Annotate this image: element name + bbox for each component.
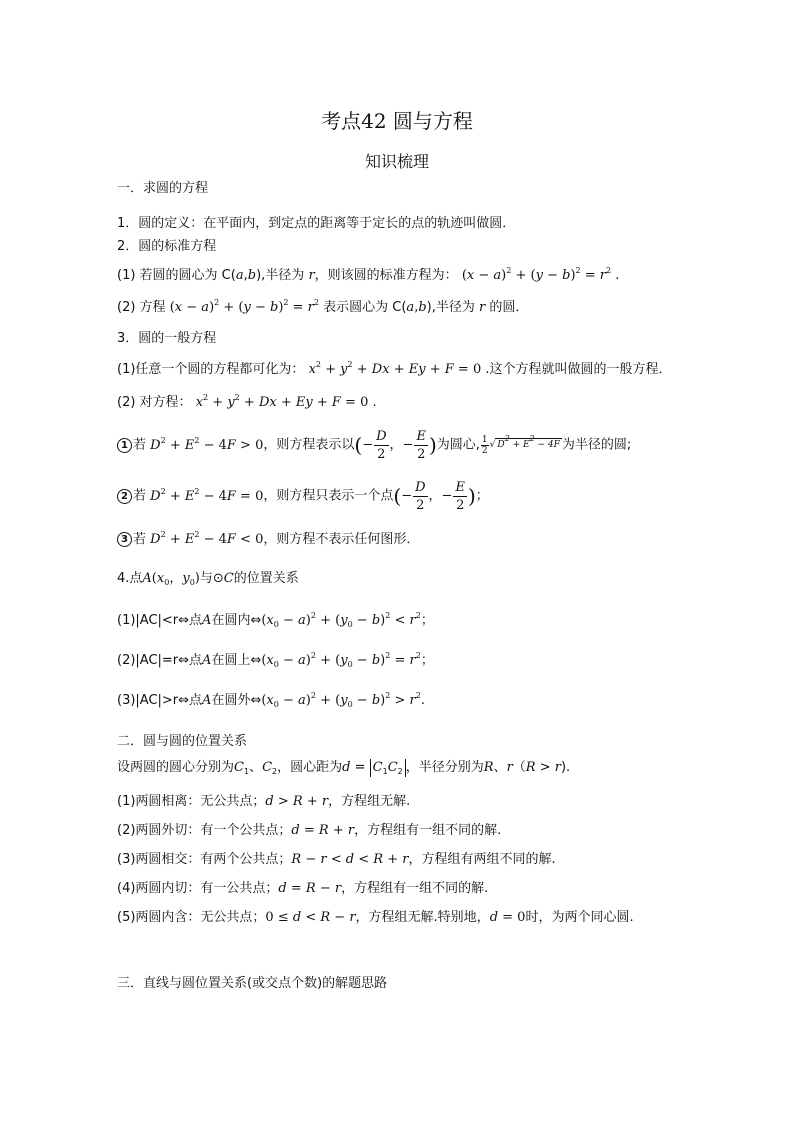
general-equation-line-1: (1)任意一个圆的方程都可化为： $x^2 + y^2 + Dx + Ey + F = 0$ .这个方程就叫做圆的一般方程． <box>117 360 672 377</box>
relation-item-5: (5)两圆内含：无公共点；0 ≤ d < R − r，方程组无解.特别地，d = 0时，为两个同心圆. <box>117 910 634 925</box>
general-equation-line-2: (2) 对方程： $x^2 + y^2 + Dx + Ey + F = 0$ . <box>117 393 377 410</box>
circled-number-3: 3 <box>117 532 132 547</box>
two-circles-intro: 设两圆的圆心分别为$C_1$、$C_2$，圆心距为$d = C_1C_2$ ，半径分别为R、r（R > r). <box>117 760 571 776</box>
circled-number-1: 1 <box>117 438 132 453</box>
standard-equation-line-2: (2) 方程 $(x - a)^2 + (y - b)^2 = r^2$ 表示圆心为 C(a,b),半径为 r 的圆． <box>117 298 529 315</box>
point-outside-line: (3)|AC|>r⇔点A在圆外$\Leftrightarrow(x_0 - a)^2 + (y_0 - b)^2 > r^2$. <box>117 691 425 709</box>
page-title: 考点42 圆与方程 <box>321 109 473 133</box>
case-1-line: 1 若 $D^2 + E^2 - 4F > 0$，则方程表示以(− $\frac{D}{2}$ ，− $\frac{E}{2}$ )为圆心, $\frac{1}{2}$ √ $D^2 + E^2 - 4F$ 为半径的圆; <box>117 427 631 464</box>
case-3-line: 3 若 $D^2 + E^2 - 4F < 0$，则方程不表示任何图形． <box>117 531 419 549</box>
page-subtitle: 知识梳理 <box>364 152 429 171</box>
relation-item-2: (2)两圆外切：有一个公共点；d = R + r，方程组有一组不同的解. <box>117 823 502 838</box>
relation-item-3: (3)两圆相交：有两个公共点；R − r < d < R + r，方程组有两组不同的解. <box>117 852 556 867</box>
case-2-line: 2 若 $D^2 + E^2 - 4F = 0$，则方程只表示一个点(− $\frac{D}{2}$ ，− $\frac{E}{2}$ )； <box>117 478 489 515</box>
standard-equation-line-1: (1) 若圆的圆心为 C(a,b),半径为 r，则该圆的标准方程为： $(x - a)^2 + (y - b)^2 = r^2$ . <box>117 266 620 283</box>
point-inside-line: (1)|AC|<r⇔点A在圆内$\Leftrightarrow(x_0 - a)^2 + (y_0 - b)^2 < r^2$； <box>117 611 434 629</box>
paragraph-circle-definition: 1．圆的定义：在平面内，到定点的距离等于定长的点的轨迹叫做圆． <box>117 216 516 231</box>
point-on-line: (2)|AC|=r⇔点A在圆上$\Leftrightarrow(x_0 - a)^2 + (y_0 - b)^2 = r^2$； <box>117 651 434 669</box>
section-3-heading: 三．直线与圆位置关系(或交点个数)的解题思路 <box>117 976 388 991</box>
relation-item-4: (4)两圆内切：有一公共点；d = R − r，方程组有一组不同的解. <box>117 881 489 896</box>
circled-number-2: 2 <box>117 489 132 504</box>
section-2-heading: 二．圆与圆的位置关系 <box>117 734 248 749</box>
paragraph-general-equation: 3．圆的一般方程 <box>117 331 217 346</box>
relation-item-1: (1)两圆相离：无公共点；d > R + r，方程组无解. <box>117 794 411 809</box>
section-1-heading: 一．求圆的方程 <box>117 181 209 196</box>
point-circle-heading: 4.点$A(x_0$，$y_0$)与⊙C的位置关系 <box>117 571 299 587</box>
paragraph-standard-equation: 2．圆的标准方程 <box>117 239 217 254</box>
